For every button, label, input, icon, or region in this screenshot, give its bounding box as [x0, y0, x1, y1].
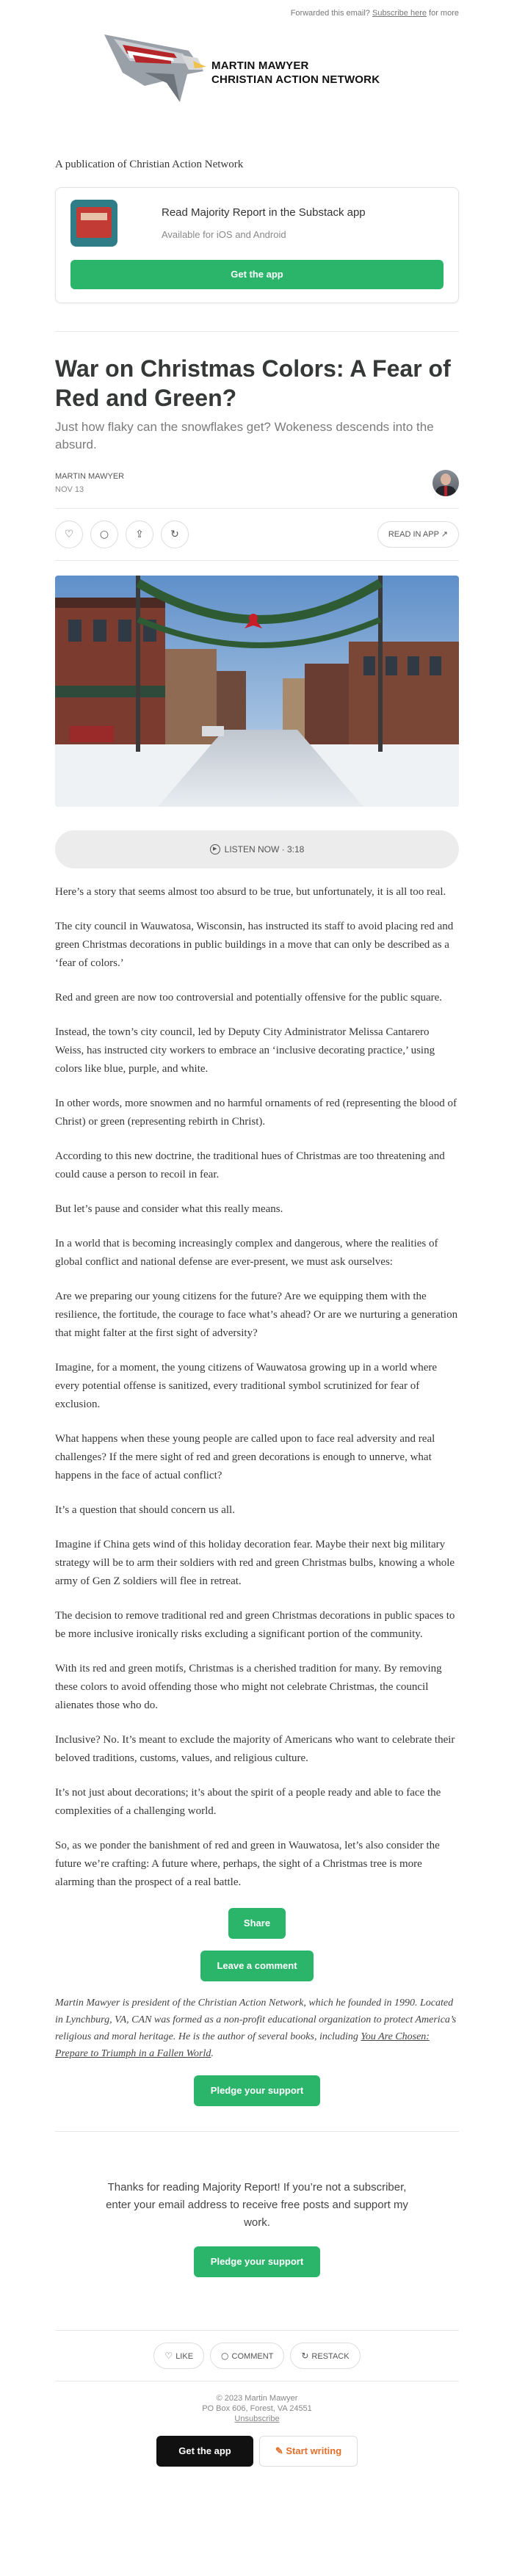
address: PO Box 606, Forest, VA 24551	[202, 2404, 312, 2413]
author-name[interactable]: MARTIN MAWYER	[55, 472, 125, 481]
thanks-message: Thanks for reading Majority Report! If you’re not a subscriber, enter your email address to receive free posts and support my work.	[106, 2181, 408, 2229]
share-icon[interactable]: ⇪	[126, 520, 153, 548]
app-promo-subtitle: Available for iOS and Android	[162, 229, 286, 240]
read-in-app-button[interactable]	[377, 521, 459, 548]
pledge-support-button[interactable]: Pledge your support	[194, 2075, 320, 2106]
divider	[55, 2131, 459, 2132]
arrow-up-right-icon: ↗	[441, 530, 448, 539]
post-actions-bar	[55, 508, 459, 561]
app-promo-card	[55, 187, 459, 303]
body-paragraph: But let’s pause and consider what this really means.	[55, 1203, 283, 1215]
body-paragraph: In other words, more snowmen and no harmful ornaments of red (representing the blood of Christ) or green (representing rebirth in Christ).	[55, 1097, 457, 1128]
body-paragraph: Imagine if China gets wind of this holiday decoration fear. Maybe their next big military strategy will be to arm their soldiers with red and green Christmas bulbs, knowing a whole army of Gen Z soldiers will flee in retreat.	[55, 1539, 455, 1587]
body-paragraph: The city council in Wauwatosa, Wisconsin, has instructed its staff to avoid placing red and green Christmas decorations in public buildings in a move that can only be described as a ‘fear of colors.’	[55, 921, 454, 969]
get-app-button[interactable]: Get the app	[70, 260, 444, 289]
publication-line: A publication of Christian Action Network	[55, 159, 244, 170]
post-date: NOV 13	[55, 485, 84, 494]
body-paragraph: What happens when these young people are called upon to face real adversity and real challenges? If the mere sight of red and green decorations is enough to unnerve, what happens in the face of actual conflict?	[55, 1433, 435, 1481]
body-paragraph: In a world that is becoming increasingly complex and dangerous, where the realities of global conflict and national defense are ever-present, we must ask ourselves:	[55, 1238, 438, 1268]
restack-icon[interactable]: ↻	[161, 520, 189, 548]
start-writing-label: Start writing	[286, 2445, 342, 2456]
leave-comment-button[interactable]: Leave a comment	[200, 1951, 314, 1981]
body-paragraph: Are we preparing our young citizens for the future? Are we equipping them with the resilience, the fortitude, the courage to face what’s ahead? Or are we nurturing a generation that might falter at the first sight of adversity?	[55, 1291, 458, 1339]
body-paragraph: According to this new doctrine, the traditional hues of Christmas are too threatening and could cause a person to recoil in fear.	[55, 1150, 445, 1180]
like-button[interactable]	[153, 2343, 204, 2369]
avatar[interactable]	[432, 470, 459, 496]
post-body	[55, 883, 459, 1892]
comment-button[interactable]	[210, 2343, 284, 2369]
logo-text	[211, 59, 380, 87]
author-bio	[55, 1995, 459, 2062]
footer-get-app-button[interactable]: Get the app	[156, 2436, 253, 2467]
like-icon[interactable]: ♡	[55, 520, 83, 548]
body-paragraph: So, as we ponder the banishment of red and green in Wauwatosa, let’s also consider the future we’re crafting: A future where, perhaps, the sight of a Christmas tree is more alarming than the prospect of a real battle.	[55, 1840, 440, 1888]
subscribe-link[interactable]: Subscribe here	[372, 9, 427, 18]
restack-icon: ↻	[301, 2351, 309, 2361]
body-paragraph: Imagine, for a moment, the young citizens of Wauwatosa growing up in a world where every potential offense is sanitized, every traditional symbol scrutinized for fear of exclusion.	[55, 1362, 438, 1410]
divider	[55, 331, 459, 332]
share-button[interactable]: Share	[228, 1908, 286, 1939]
body-paragraph: With its red and green motifs, Christmas is a cherished tradition for many. By removing these colors to avoid offending those who might not celebrate Christmas, the council alienates those who do.	[55, 1663, 442, 1711]
book-link[interactable]: You Are Chosen: Prepare to Triumph in a Fallen World	[55, 2031, 430, 2059]
body-paragraph: Inclusive? No. It’s meant to exclude the majority of Americans who want to celebrate their beloved traditions, customs, values, and religious culture.	[55, 1734, 455, 1764]
pledge-support-button-2[interactable]: Pledge your support	[194, 2246, 320, 2277]
body-paragraph: It’s not just about decorations; it’s about the spirit of a people ready and able to face the complexities of a challenging world.	[55, 1787, 441, 1817]
play-icon: ▶	[210, 844, 220, 855]
eagle-logo-icon	[101, 29, 207, 109]
footer-buttons	[55, 2436, 459, 2467]
comment-label: COMMENT	[231, 2352, 274, 2361]
like-label: LIKE	[175, 2352, 194, 2361]
heart-icon: ♡	[164, 2351, 173, 2361]
comment-icon: ○	[221, 2351, 229, 2361]
body-paragraph: Red and green are now too controversial and potentially offensive for the public square.	[55, 992, 443, 1004]
start-writing-button[interactable]	[259, 2436, 358, 2467]
restack-button[interactable]	[290, 2343, 360, 2369]
body-paragraph: The decision to remove traditional red and green Christmas decorations in public spaces to be more inclusive ironically risks excluding a significant portion of the community.	[55, 1610, 455, 1640]
body-paragraph: Instead, the town’s city council, led by Deputy City Administrator Melissa Cantarero Weiss, has instructed city workers to embrace an ‘inclusive decorating practice,’ using colors like blue, purple, and white.	[55, 1026, 435, 1075]
body-paragraph: It’s a question that should concern us all.	[55, 1504, 235, 1516]
logo-line-2: CHRISTIAN ACTION NETWORK	[211, 73, 380, 86]
read-in-app-label: READ IN APP	[388, 530, 439, 539]
listen-label: LISTEN NOW · 3:18	[224, 844, 305, 855]
byline	[55, 470, 459, 496]
footer-info	[55, 2393, 459, 2424]
post-title[interactable]: War on Christmas Colors: A Fear of Red and Green?	[55, 355, 451, 411]
app-icon	[70, 200, 117, 247]
app-promo-title: Read Majority Report in the Substack app	[162, 206, 366, 219]
footer-actions	[55, 2331, 459, 2381]
hero-image[interactable]	[55, 576, 459, 807]
listen-now-button[interactable]	[55, 830, 459, 868]
forward-suffix: for more	[426, 9, 459, 18]
pencil-icon: ✎	[275, 2445, 283, 2456]
copyright: © 2023 Martin Mawyer	[216, 2394, 298, 2403]
forward-note	[0, 0, 459, 18]
forward-text: Forwarded this email?	[290, 9, 372, 18]
post-subtitle: Just how flaky can the snowflakes get? Wokeness descends into the absurd.	[55, 420, 434, 451]
bio-text: Martin Mawyer is president of the Christian Action Network, which he founded in 1990. Located in Lynchburg, VA, CAN was formed as a non-profit educational organization to protect America’s religious and moral heritage. He is the author of several books, including	[55, 1998, 457, 2042]
christmas-street-image	[55, 576, 459, 807]
comment-icon[interactable]: ○	[90, 520, 118, 548]
header-logo[interactable]	[55, 18, 459, 113]
bio-end: .	[211, 2048, 214, 2059]
body-paragraph: Here’s a story that seems almost too absurd to be true, but unfortunately, it is all too real.	[55, 886, 446, 898]
unsubscribe-link[interactable]: Unsubscribe	[234, 2414, 280, 2423]
logo-line-1: MARTIN MAWYER	[211, 59, 309, 72]
restack-label: RESTACK	[311, 2352, 350, 2361]
